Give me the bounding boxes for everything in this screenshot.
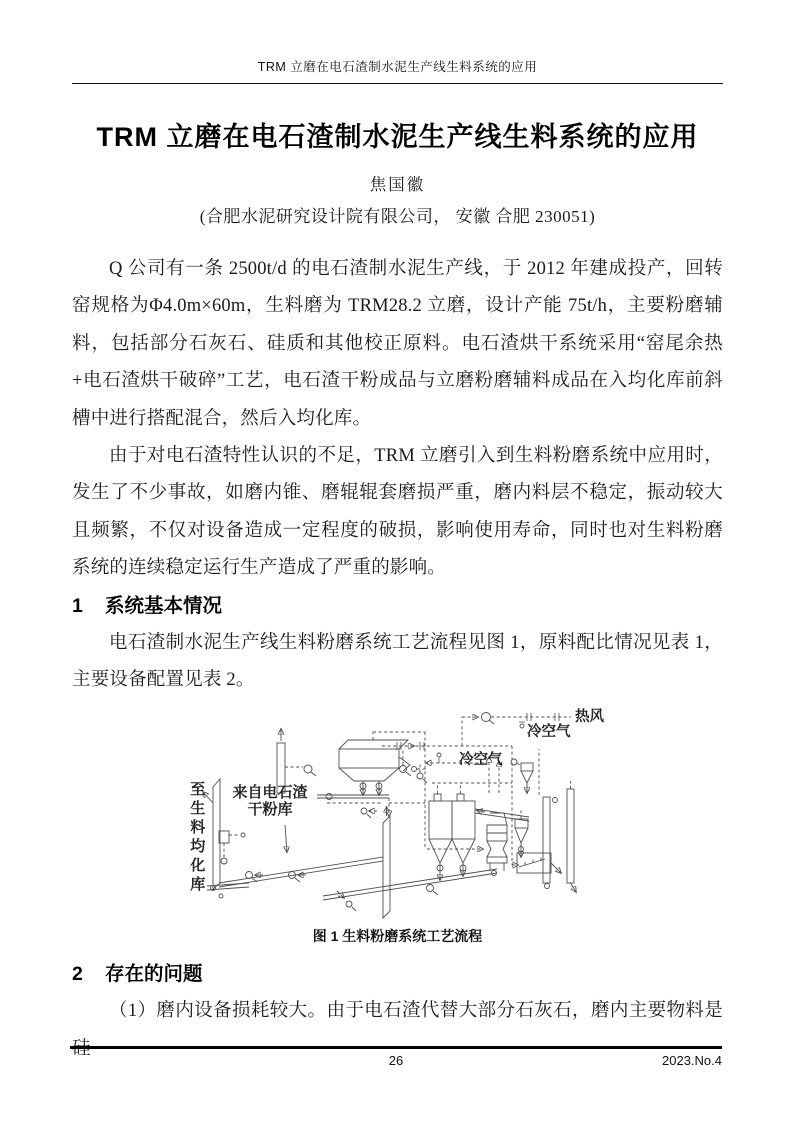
label-cold-air-lower: 冷空气: [459, 751, 503, 768]
section-2-title: 存在的问题: [105, 962, 203, 985]
middle-bucket-elevator: [383, 807, 390, 918]
section-1-heading: [72, 588, 723, 625]
exhaust-stack: [277, 729, 316, 793]
figure-1: [72, 705, 723, 946]
section-2-body: （1）磨内设备损耗较大。由于电石渣代替大部分石灰石，磨内主要物料是硅: [72, 1001, 723, 1059]
page-footer: [70, 1053, 722, 1068]
label-hot-wind: 热风: [575, 708, 604, 725]
section-1-title: 系统基本情况: [105, 594, 223, 617]
label-from-carbide-slag-silo: 来自电石渣干粉库: [232, 784, 308, 819]
label-cold-air-upper: 冷空气: [527, 723, 571, 740]
left-bucket-elevator: [203, 779, 220, 889]
intro-paragraph-2: 由于对电石渣特性认识的不足，TRM 立磨引入到生料粉磨系统中应用时，发生了不少事故，如磨内锥、磨辊辊套磨损严重，磨内料层不稳定，振动较大且频繁，不仅对设备造成一定程度的破损，影响使用寿命，同时也对生料粉磨系统的连续稳定运行生产造成了严重的影响。: [72, 446, 723, 579]
hopper-airslide: [317, 793, 425, 818]
far-right-duct: [567, 781, 576, 892]
label-to-homogenization-silo: 至生料均化库: [188, 780, 205, 895]
right-bucket-elevator: [539, 749, 561, 889]
figure-1-caption: 图 1 生料粉磨系统工艺流程: [312, 927, 483, 944]
bag-filter-hopper: [339, 732, 427, 795]
author-affiliation: (合肥水泥研究设计院有限公司， 安徽 合肥 230051): [199, 207, 596, 226]
journal-issue: 2023.No.4: [662, 1053, 722, 1068]
mill-feed-conveyor: [323, 869, 497, 911]
section-2-number: 2: [72, 962, 83, 985]
section-1-number: 1: [72, 594, 83, 617]
article-title: TRM 立磨在电石渣制水泥生产线生料系统的应用: [96, 122, 699, 152]
feed-cyclone: [511, 759, 533, 793]
mill-outlet-box: [517, 853, 551, 873]
carbide-slag-conveyor: [219, 825, 383, 887]
header-rule: [72, 83, 723, 84]
section-2-heading: [72, 956, 723, 993]
intro-paragraph-1: Q 公司有一条 2500t/d 的电石渣制水泥生产线，于 2012 年建成投产，回转窑规格为Φ4.0m×60m，生料磨为 TRM28.2 立磨，设计产能 75t/h，主要粉磨辅料，包括部分石灰石、硅质和其他校正原料。电石渣烘干系统采用“窑尾余热+电石渣烘干破碎”工艺，电石渣干粉成品与立磨粉磨辅料成品在入均化库前斜槽中进行搭配混合，然后入均化库。: [72, 259, 723, 429]
author-name: 焦国徽: [369, 175, 426, 194]
section-1-body: 电石渣制水泥生产线生料粉磨系统工艺流程见图 1，原料配比情况见表 1，主要设备配置见表 2。: [72, 633, 723, 691]
twin-cyclones: [429, 783, 529, 880]
left-feeder: [219, 831, 245, 864]
footer-rule: [70, 1046, 722, 1049]
running-head: TRM 立磨在电石渣制水泥生产线生料系统的应用: [257, 60, 538, 74]
page-number: 26: [388, 1053, 404, 1068]
